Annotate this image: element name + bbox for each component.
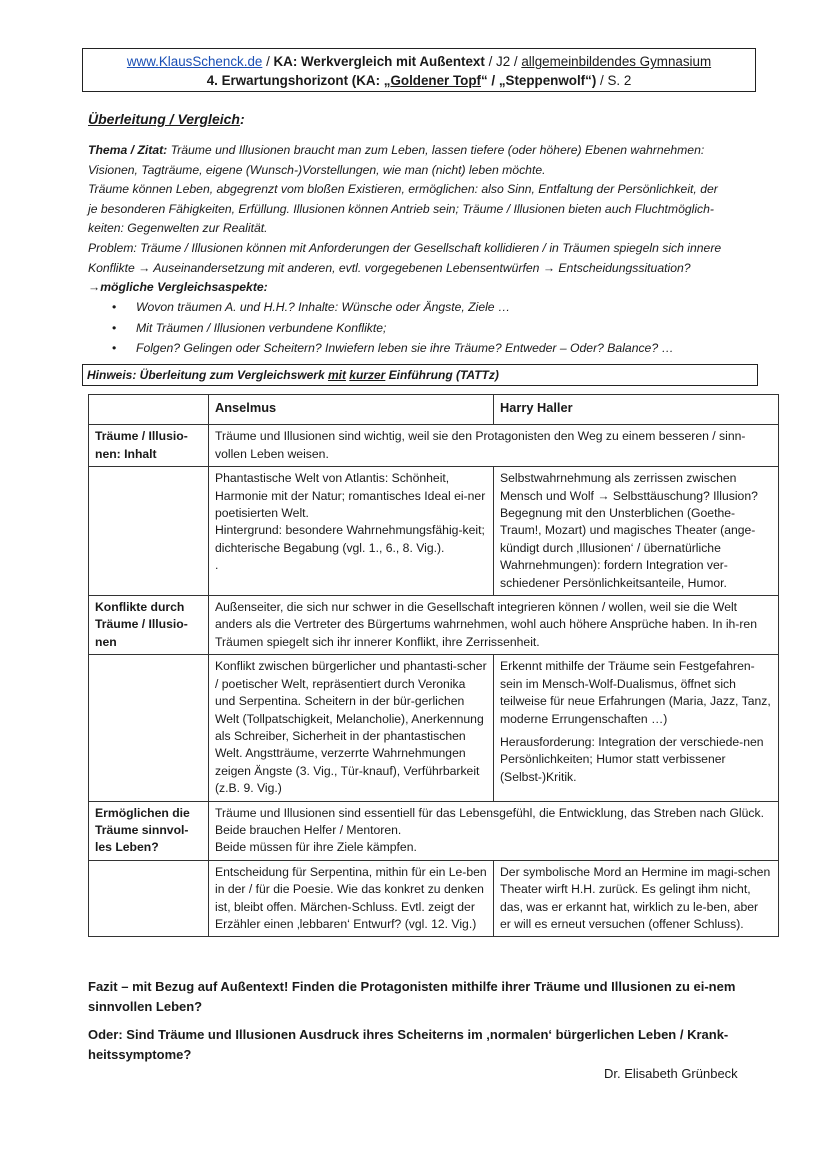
table-row <box>89 596 779 655</box>
header-sep: / <box>262 54 274 69</box>
intro-line-text: Träume und Illusionen braucht man zum Leben, lassen tiefere (oder höhere) Ebenen wahrnehmen: <box>167 143 705 157</box>
page-number: / S. 2 <box>596 73 632 88</box>
list-item: • Wovon träumen A. und H.H.? Inhalte: Wünsche oder Ängste, Ziele … <box>110 297 750 318</box>
table-header-row <box>89 395 779 425</box>
empty-label-cell <box>89 467 209 596</box>
document-header <box>82 48 756 92</box>
harry-cell <box>494 467 779 596</box>
anselmus-cell <box>209 860 494 937</box>
shared-cell: Außenseiter, die sich nur schwer in die Gesellschaft integrieren können / wollen, weil sie die Welt anders als die Vertreter des Bürgertums wahrnehmen, wohl auch höhere Ansprüche haben. In ih-ren Träumen spiegelt sich ihr innerer Konflikt, ihre Zerrissenheit. <box>209 596 779 655</box>
cell-text: Phantastische Welt von Atlantis: Schönheit, Harmonie mit der Natur; romantisches Ideal ei-ner poetisierten Welt. <box>215 471 486 521</box>
table-header-empty <box>89 395 209 425</box>
cell-text: Entscheidung für Serpentina, mithin für ein Le-ben in der / für die Poesie. Wie das konkret zu denken ist, bleibt offen. Märchen-Schluss. Evtl. zeigt der Erzähler einen ‚lebbaren‘ Entwurf? (vgl. 12. Vig.) <box>215 864 487 931</box>
cell-text: Selbstwahrnehmung als zerrissen zwischen Mensch und Wolf → Selbsttäuschung? Illusion? Begegnung mit den Unsterblichen (Goethe-Traum!, Mozart) und magisches Theater (ange-kündigt durch ‚Illusionen‘ / übernatürliche Wahrnehmungen): fordern Integration ver-schiedener Persönlichkeitsanteile, Humor. <box>500 471 758 590</box>
cell-text: . <box>215 558 219 573</box>
site-link[interactable]: www.KlausSchenck.de <box>126 54 263 69</box>
hint-box <box>82 364 758 386</box>
intro-line: je besonderen Fähigkeiten, Erfüllung. Illusionen können Antrieb sein; Träume / Illusionen bieten auch Fluchtmöglich- <box>88 201 714 216</box>
conclusion <box>88 977 748 1073</box>
hint-text-mit: mit <box>327 368 346 382</box>
empty-label-cell <box>89 860 209 937</box>
anselmus-cell <box>209 655 494 801</box>
cell-text: Hintergrund: besondere Wahrnehmungsfähig-keit; dichterische Begabung (vgl. 1., 6., 8. Vig.). <box>215 523 485 555</box>
list-item: • Folgen? Gelingen oder Scheitern? Inwiefern leben sie ihre Träume? Entweder – Oder? Balance? … <box>110 338 750 359</box>
topic-label: Thema / Zitat: <box>88 143 168 157</box>
table-row <box>89 655 779 801</box>
header-line-2 <box>83 71 755 90</box>
row-label: Träume / Illusio-nen: Inhalt <box>89 425 209 467</box>
intro-line <box>88 141 760 161</box>
cell-text: Träume und Illusionen sind essentiell für das Lebensgefühl, die Entwicklung, das Streben nach Glück. <box>215 805 764 820</box>
ka-label: KA: Werkvergleich mit Außentext <box>273 54 485 69</box>
cell-text: Beide müssen für ihre Ziele kämpfen. <box>215 840 417 855</box>
anselmus-cell <box>209 467 494 596</box>
work-title-1: Goldener Topf <box>390 73 481 88</box>
author-name: Dr. Elisabeth Grünbeck <box>604 1066 738 1081</box>
hint-text: Hinweis: Überleitung zum Vergleichswerk <box>87 368 328 382</box>
cell-text: Erkennt mithilfe der Träume sein Festgefahren-sein im Mensch-Wolf-Dualismus, öffnet sich teilweise für neue Erfahrungen (Maria, Jazz, Tanz, moderne Errungenschaften …) <box>500 659 771 726</box>
intro-line: Konflikte → Auseinandersetzung mit anderen, evtl. vorgegebenen Lebensentwürfen → Entscheidungssituation? <box>88 260 691 275</box>
section-title <box>88 111 245 127</box>
intro-line: Träume können Leben, abgegrenzt vom bloßen Existieren, ermöglichen: also Sinn, Entfaltung der Persönlichkeit, der <box>88 182 718 197</box>
table-row <box>89 801 779 860</box>
cell-text: Der symbolische Mord an Hermine im magi-schen Theater wirft H.H. zurück. Es gelingt ihm nicht, das, was er erkannt hat, wirklich zu le-ben, aber er will es erneut versuchen (offener Schluss). <box>500 864 771 931</box>
conclusion-paragraph: Oder: Sind Träume und Illusionen Ausdruck ihres Scheiterns im ‚normalen‘ bürgerlichen Leben / Krank-heitssymptome? <box>88 1027 729 1062</box>
hint-text-kurzer: kurzer <box>349 368 386 382</box>
cell-text: Beide brauchen Helfer / Mentoren. <box>215 822 402 837</box>
empty-label-cell <box>89 655 209 801</box>
aspects-label: →mögliche Vergleichsaspekte: <box>88 280 268 295</box>
aspects-list <box>110 297 750 359</box>
harry-cell <box>494 655 779 801</box>
intro-line: keiten: Gegenwelten zur Realität. <box>88 221 268 236</box>
shared-cell: Träume und Illusionen sind wichtig, weil sie den Protagonisten den Weg zu einem besseren / sinn-vollen Leben weisen. <box>209 425 779 467</box>
table-row <box>89 860 779 937</box>
table-header-harry: Harry Haller <box>494 395 779 425</box>
table-row <box>89 425 779 467</box>
section-title-colon: : <box>239 111 245 127</box>
row-label: Konflikte durch Träume / Illusio-nen <box>89 596 209 655</box>
header-sep: / J2 / <box>484 54 522 69</box>
comparison-table <box>88 394 779 937</box>
header-title-mid: “ / „Steppenwolf“) <box>480 73 597 88</box>
cell-text: Konflikt zwischen bürgerlicher und phantasti-scher / poetischer Welt, repräsentiert durch Veronika und Serpentina. Scheitern in der bür-gerlichen Welt (Tollpatschigkeit, Melancholie), Anerkennung als Schreiber, Sicherheit in der phantastischen Welt. Angstträume, verzerrte Wahrnehmungen zeigen Ängste (3. Vig., Tür-knauf), Verführbarkeit (z.B. 9. Vig.) <box>215 659 487 796</box>
school-type: allgemeinbildendes Gymnasium <box>521 54 712 69</box>
harry-cell <box>494 860 779 937</box>
row-label: Ermöglichen die Träume sinnvol-les Leben? <box>89 801 209 860</box>
table-header-anselmus: Anselmus <box>209 395 494 425</box>
intro-line: Problem: Träume / Illusionen können mit Anforderungen der Gesellschaft kollidieren / in Träumen spiegeln sich innere <box>88 240 722 255</box>
hint-text-end: Einführung (TATTz) <box>385 368 499 382</box>
header-line-1 <box>83 52 755 71</box>
table-row <box>89 467 779 596</box>
intro-line: Visionen, Tagträume, eigene (Wunsch-)Vorstellungen, wie man (nicht) leben möchte. <box>88 162 546 177</box>
list-item: • Mit Träumen / Illusionen verbundene Konflikte; <box>110 318 750 339</box>
header-title-prefix: 4. Erwartungshorizont (KA: „ <box>206 73 391 88</box>
cell-text: Herausforderung: Integration der verschiede-nen Persönlichkeiten; Humor statt verbissener (Selbst-)Kritik. <box>500 734 764 784</box>
conclusion-paragraph: Fazit – mit Bezug auf Außentext! Finden die Protagonisten mithilfe ihrer Träume und Illusionen zu ei-nem sinnvollen Leben? <box>88 979 736 1014</box>
intro-text <box>88 141 760 298</box>
section-title-text: Überleitung / Vergleich <box>88 111 240 127</box>
shared-cell <box>209 801 779 860</box>
